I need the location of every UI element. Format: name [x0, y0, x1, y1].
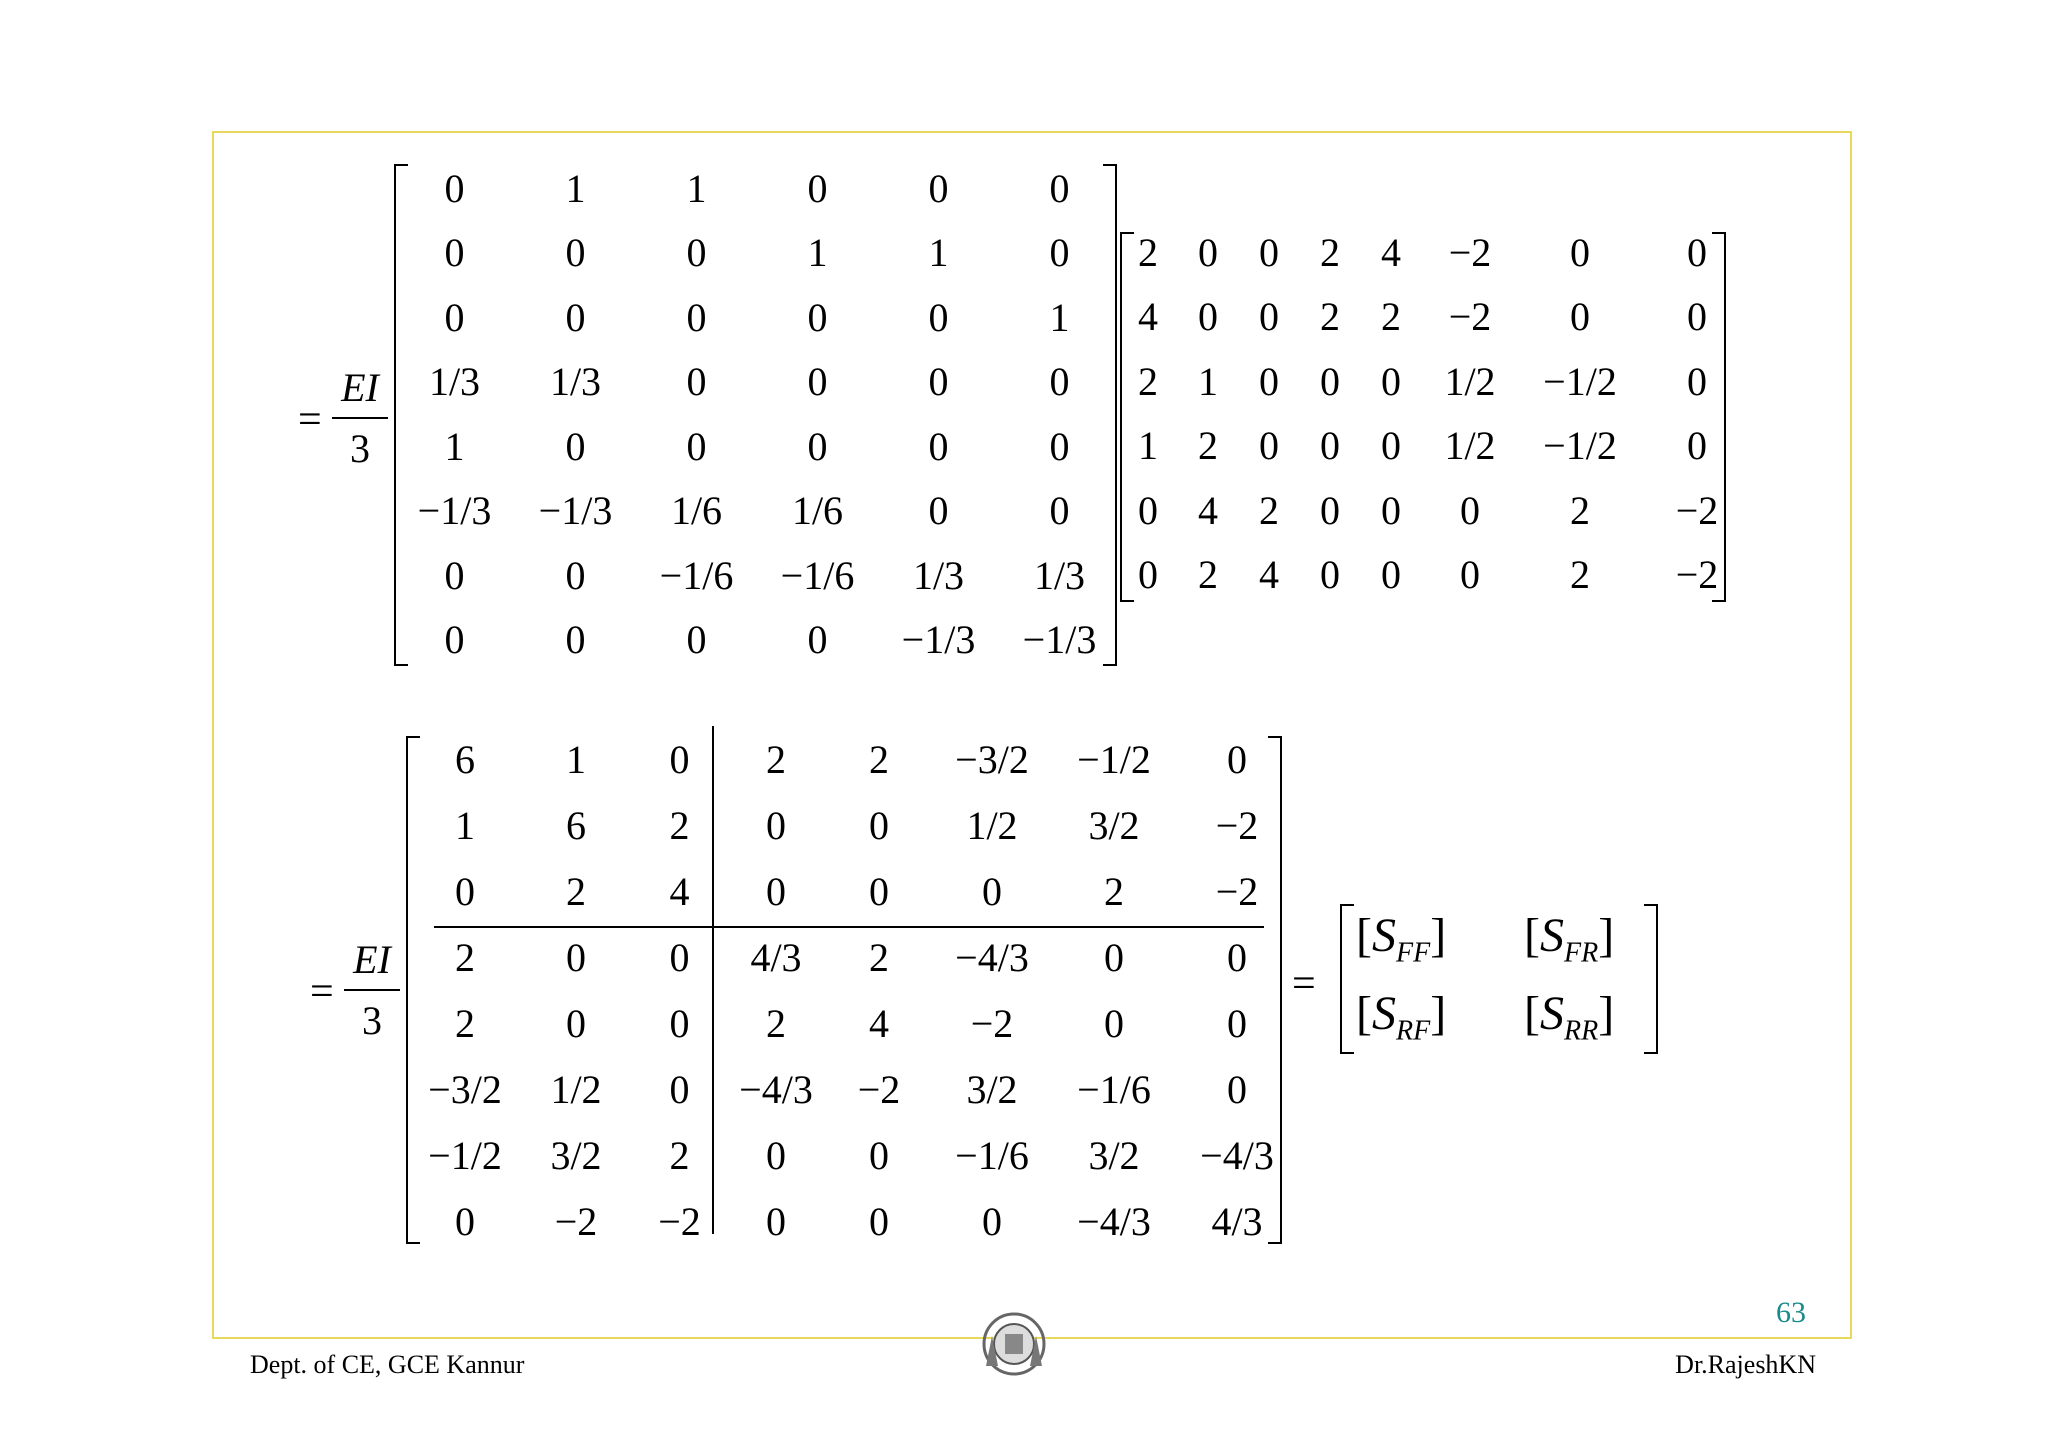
- stiffness-matrix-cell: −4/3: [955, 934, 1029, 980]
- matrix-a-cell: 0: [565, 230, 586, 276]
- block-matrix: [1356, 904, 1656, 1054]
- stiffness-matrix-cell: 1/2: [966, 802, 1018, 848]
- matrix-a-cell: 0: [565, 552, 586, 598]
- matrix-b-cell: 0: [1259, 294, 1279, 340]
- matrix-b-right-bracket: [1712, 232, 1726, 602]
- matrix-a-cell: 0: [686, 359, 707, 405]
- matrix-b-row: [1118, 414, 1752, 479]
- stiffness-matrix-cell: −3/2: [428, 1066, 502, 1112]
- stiffness-matrix-cell: 2: [566, 868, 586, 914]
- s-symbol: S: [1539, 909, 1564, 962]
- matrix-b-cell: 2: [1198, 423, 1218, 469]
- matrix-a-cell: 0: [928, 488, 949, 534]
- matrix-a-cell: 0: [1049, 165, 1070, 211]
- stiffness-matrix-cell: 0: [982, 1198, 1002, 1244]
- stiffness-matrix-cell: 0: [982, 868, 1002, 914]
- matrix-b-row: [1118, 543, 1752, 608]
- matrix-b-cell: 0: [1460, 487, 1480, 533]
- matrix-a-cell: 0: [1049, 359, 1070, 405]
- stiffness-matrix-cell: 0: [869, 1198, 889, 1244]
- stiffness-matrix-cell: 0: [869, 802, 889, 848]
- stiffness-matrix-cell: −4/3: [1077, 1198, 1151, 1244]
- s-symbol: S: [1371, 909, 1396, 962]
- subscript-rr: RR: [1563, 1015, 1599, 1047]
- stiffness-matrix-cell: 1: [566, 736, 586, 782]
- stiffness-matrix-cell: 2: [869, 736, 889, 782]
- stiffness-matrix-cell: 0: [1227, 1066, 1247, 1112]
- fraction-numerator: EI: [341, 365, 379, 410]
- stiffness-matrix-cell: 6: [455, 736, 475, 782]
- ei-over-3-fraction-1: [332, 364, 388, 472]
- matrix-a: [394, 156, 1120, 672]
- stiffness-matrix-cell: 2: [869, 934, 889, 980]
- matrix-b-cell: 0: [1570, 294, 1590, 340]
- block-s-fr: $[S_{FR}]$: [1524, 909, 1615, 969]
- matrix-b-cell: 4: [1381, 229, 1401, 275]
- footer-author: Dr.RajeshKN: [1675, 1350, 1816, 1379]
- stiffness-matrix-cell: 2: [766, 1000, 786, 1046]
- stiffness-matrix-cell: −2: [857, 1066, 901, 1112]
- stiffness-matrix-cell: 2: [669, 1132, 690, 1178]
- stiffness-matrix: [410, 726, 1297, 1254]
- stiffness-matrix-right-bracket: [1268, 736, 1282, 1244]
- stiffness-matrix-cell: −2: [1215, 868, 1259, 914]
- block-s-ff: $[S_{FF}]$: [1356, 909, 1447, 969]
- stiffness-matrix-row: [410, 858, 1297, 924]
- stiffness-matrix-cell: 0: [869, 1132, 889, 1178]
- matrix-b-cell: −1/2: [1543, 423, 1617, 469]
- block-s-rf: $[S_{RF}]$: [1356, 987, 1447, 1047]
- matrix-a-row: [394, 479, 1120, 544]
- matrix-b-cell: 0: [1320, 487, 1340, 533]
- matrix-a-cell: 0: [686, 294, 707, 340]
- stiffness-matrix-row: [410, 1122, 1297, 1188]
- matrix-b-cell: 0: [1198, 294, 1218, 340]
- subscript-rf: RF: [1395, 1015, 1431, 1047]
- fraction-numerator: EI: [353, 937, 391, 982]
- matrix-a-row: [394, 608, 1120, 673]
- matrix-a-cell: 1: [1049, 294, 1070, 340]
- matrix-a-row: [394, 414, 1120, 479]
- matrix-b-cell: 4: [1198, 487, 1218, 533]
- matrix-b-cell: 0: [1687, 423, 1707, 469]
- matrix-a-cell: 0: [444, 617, 465, 663]
- matrix-a-cell: −1/6: [659, 552, 734, 598]
- stiffness-matrix-cell: 3/2: [1088, 1132, 1140, 1178]
- fraction-denominator: 3: [362, 998, 382, 1043]
- equals-sign-1: =: [298, 397, 322, 443]
- matrix-b-cell: −2: [1675, 552, 1719, 598]
- matrix-a-cell: 0: [928, 359, 949, 405]
- subscript-fr: FR: [1563, 937, 1599, 969]
- matrix-a-cell: 1/3: [1033, 552, 1086, 598]
- matrix-a-cell: 0: [928, 165, 949, 211]
- stiffness-matrix-cell: 0: [669, 736, 690, 782]
- matrix-a-cell: 1: [565, 165, 586, 211]
- matrix-a-cell: 0: [928, 294, 949, 340]
- matrix-a-cell: −1/3: [901, 617, 976, 663]
- matrix-a-cell: 0: [807, 359, 828, 405]
- stiffness-matrix-cell: 0: [1227, 934, 1247, 980]
- stiffness-matrix-cell: 0: [766, 1132, 786, 1178]
- stiffness-matrix-cell: −1/2: [428, 1132, 502, 1178]
- matrix-a-cell: 0: [807, 165, 828, 211]
- matrix-b: [1118, 220, 1752, 607]
- matrix-a-cell: 1/6: [670, 488, 723, 534]
- matrix-a-cell: 0: [444, 230, 465, 276]
- matrix-b-row: [1118, 349, 1752, 414]
- matrix-a-row: [394, 156, 1120, 221]
- matrix-a-cell: 0: [1049, 230, 1070, 276]
- matrix-a-cell: 0: [807, 423, 828, 469]
- matrix-a-cell: 0: [1049, 488, 1070, 534]
- matrix-b-cell: 0: [1687, 294, 1707, 340]
- matrix-a-cell: 1: [807, 230, 828, 276]
- matrix-b-cell: 2: [1259, 487, 1279, 533]
- matrix-b-cell: 2: [1570, 487, 1590, 533]
- matrix-b-row: [1118, 478, 1752, 543]
- stiffness-matrix-row: [410, 1188, 1297, 1254]
- matrix-b-cell: 0: [1320, 423, 1340, 469]
- matrix-a-cell: 1: [686, 165, 707, 211]
- s-symbol: S: [1371, 987, 1396, 1040]
- matrix-b-cell: 1/2: [1444, 358, 1496, 404]
- matrix-a-cell: 0: [686, 423, 707, 469]
- stiffness-matrix-cell: −4/3: [739, 1066, 813, 1112]
- stiffness-matrix-row: [410, 726, 1297, 792]
- matrix-a-cell: 0: [565, 617, 586, 663]
- matrix-b-cell: 1: [1198, 358, 1218, 404]
- subscript-ff: FF: [1395, 937, 1431, 969]
- matrix-b-cell: 0: [1259, 358, 1279, 404]
- stiffness-matrix-cell: −2: [554, 1198, 598, 1244]
- stiffness-matrix-cell: −4/3: [1200, 1132, 1274, 1178]
- matrix-a-cell: 0: [565, 423, 586, 469]
- partition-horizontal-line: [434, 926, 1264, 928]
- s-symbol: S: [1539, 987, 1564, 1040]
- matrix-a-cell: 0: [807, 294, 828, 340]
- matrix-a-row: [394, 350, 1120, 415]
- stiffness-matrix-cell: −1/2: [1077, 736, 1151, 782]
- partition-vertical-line: [712, 726, 714, 1234]
- stiffness-matrix-cell: 0: [766, 868, 786, 914]
- matrix-a-cell: −1/3: [417, 488, 492, 534]
- stiffness-matrix-cell: 0: [1104, 934, 1124, 980]
- matrix-a-cell: 0: [686, 230, 707, 276]
- matrix-b-cell: 2: [1381, 294, 1401, 340]
- fraction-bar: [332, 417, 388, 419]
- matrix-b-cell: 2: [1570, 552, 1590, 598]
- stiffness-matrix-cell: −2: [658, 1198, 701, 1244]
- stiffness-matrix-cell: 3/2: [550, 1132, 602, 1178]
- matrix-b-cell: 0: [1138, 552, 1158, 598]
- matrix-b-cell: 2: [1320, 294, 1340, 340]
- matrix-b-cell: 2: [1138, 358, 1158, 404]
- matrix-b-cell: 0: [1320, 552, 1340, 598]
- stiffness-matrix-cell: 0: [455, 868, 475, 914]
- matrix-b-row: [1118, 220, 1752, 285]
- matrix-a-row: [394, 543, 1120, 608]
- matrix-a-row: [394, 221, 1120, 286]
- stiffness-matrix-cell: 0: [766, 1198, 786, 1244]
- college-logo-icon: [978, 1306, 1050, 1386]
- matrix-a-cell: 1: [444, 423, 465, 469]
- matrix-b-cell: −2: [1448, 294, 1492, 340]
- matrix-b-cell: −2: [1448, 229, 1492, 275]
- matrix-a-cell: 1/3: [912, 552, 965, 598]
- stiffness-matrix-cell: −2: [970, 1000, 1014, 1046]
- matrix-b-cell: 0: [1460, 552, 1480, 598]
- matrix-b-cell: 4: [1259, 552, 1279, 598]
- matrix-b-cell: 0: [1570, 229, 1590, 275]
- matrix-b-cell: 0: [1687, 358, 1707, 404]
- equals-sign-3: =: [1292, 961, 1316, 1007]
- matrix-b-cell: 0: [1381, 358, 1401, 404]
- stiffness-matrix-cell: −3/2: [955, 736, 1029, 782]
- matrix-b-cell: 0: [1320, 358, 1340, 404]
- matrix-b-cell: −1/2: [1543, 358, 1617, 404]
- equals-sign-2: =: [310, 969, 334, 1015]
- stiffness-matrix-cell: 0: [1227, 736, 1247, 782]
- stiffness-matrix-cell: 4: [669, 868, 690, 914]
- ei-over-3-fraction-2: [344, 936, 400, 1044]
- stiffness-matrix-cell: 6: [566, 802, 586, 848]
- matrix-b-cell: 1/2: [1444, 423, 1496, 469]
- matrix-a-cell: −1/3: [1022, 617, 1097, 663]
- fraction-bar: [344, 989, 400, 991]
- stiffness-matrix-cell: 1: [455, 802, 475, 848]
- matrix-a-cell: 1/3: [549, 359, 602, 405]
- stiffness-matrix-cell: 2: [1104, 868, 1124, 914]
- matrix-b-cell: 2: [1198, 552, 1218, 598]
- stiffness-matrix-row: [410, 924, 1297, 990]
- matrix-a-cell: 0: [444, 294, 465, 340]
- matrix-a-cell: 0: [444, 165, 465, 211]
- stiffness-matrix-cell: 0: [669, 934, 690, 980]
- matrix-a-cell: 0: [444, 552, 465, 598]
- matrix-a-cell: −1/3: [538, 488, 613, 534]
- matrix-a-cell: 1/6: [791, 488, 844, 534]
- matrix-a-cell: 1/3: [428, 359, 481, 405]
- stiffness-matrix-cell: 4/3: [750, 934, 802, 980]
- matrix-a-cell: −1/6: [780, 552, 855, 598]
- page-number: 63: [1776, 1296, 1806, 1329]
- matrix-b-cell: −2: [1675, 487, 1719, 533]
- stiffness-matrix-cell: 0: [1104, 1000, 1124, 1046]
- stiffness-matrix-cell: 2: [766, 736, 786, 782]
- matrix-a-cell: 1: [928, 230, 949, 276]
- matrix-a-cell: 0: [928, 423, 949, 469]
- matrix-b-cell: 0: [1259, 423, 1279, 469]
- stiffness-matrix-cell: −1/6: [955, 1132, 1029, 1178]
- matrix-a-cell: 0: [686, 617, 707, 663]
- stiffness-matrix-cell: 0: [766, 802, 786, 848]
- stiffness-matrix-cell: 1/2: [550, 1066, 602, 1112]
- fraction-denominator: 3: [350, 426, 370, 471]
- stiffness-matrix-row: [410, 990, 1297, 1056]
- footer-department: Dept. of CE, GCE Kannur: [250, 1350, 525, 1379]
- stiffness-matrix-cell: 0: [566, 934, 586, 980]
- stiffness-matrix-cell: −1/6: [1077, 1066, 1151, 1112]
- matrix-b-cell: 0: [1259, 229, 1279, 275]
- stiffness-matrix-cell: 0: [869, 868, 889, 914]
- matrix-a-cell: 0: [1049, 423, 1070, 469]
- matrix-a-cell: 0: [565, 294, 586, 340]
- stiffness-matrix-cell: 2: [455, 934, 475, 980]
- stiffness-matrix-cell: 0: [669, 1066, 690, 1112]
- stiffness-matrix-row: [410, 1056, 1297, 1122]
- matrix-b-cell: 0: [1381, 552, 1401, 598]
- matrix-b-cell: 1: [1138, 423, 1158, 469]
- matrix-b-cell: 0: [1687, 229, 1707, 275]
- block-s-rr: $[S_{RR}]$: [1524, 987, 1615, 1047]
- stiffness-matrix-cell: 3/2: [1088, 802, 1140, 848]
- stiffness-matrix-cell: 3/2: [966, 1066, 1018, 1112]
- stiffness-matrix-cell: 4/3: [1211, 1198, 1263, 1244]
- matrix-a-cell: 0: [807, 617, 828, 663]
- matrix-b-row: [1118, 285, 1752, 350]
- block-matrix-right-bracket: [1644, 904, 1658, 1054]
- stiffness-matrix-cell: 0: [669, 1000, 690, 1046]
- matrix-a-row: [394, 285, 1120, 350]
- matrix-a-right-bracket: [1103, 164, 1117, 666]
- stiffness-matrix-cell: 0: [455, 1198, 475, 1244]
- stiffness-matrix-cell: 2: [455, 1000, 475, 1046]
- matrix-b-cell: 2: [1320, 229, 1340, 275]
- stiffness-matrix-cell: −2: [1215, 802, 1259, 848]
- matrix-b-cell: 2: [1138, 229, 1158, 275]
- matrix-b-cell: 0: [1138, 487, 1158, 533]
- stiffness-matrix-row: [410, 792, 1297, 858]
- matrix-b-cell: 0: [1381, 487, 1401, 533]
- matrix-b-cell: 0: [1381, 423, 1401, 469]
- matrix-b-cell: 4: [1138, 294, 1158, 340]
- stiffness-matrix-cell: 4: [869, 1000, 889, 1046]
- block-matrix-left-bracket: [1340, 904, 1354, 1054]
- stiffness-matrix-cell: 2: [669, 802, 690, 848]
- stiffness-matrix-cell: 0: [1227, 1000, 1247, 1046]
- matrix-b-cell: 0: [1198, 229, 1218, 275]
- stiffness-matrix-cell: 0: [566, 1000, 586, 1046]
